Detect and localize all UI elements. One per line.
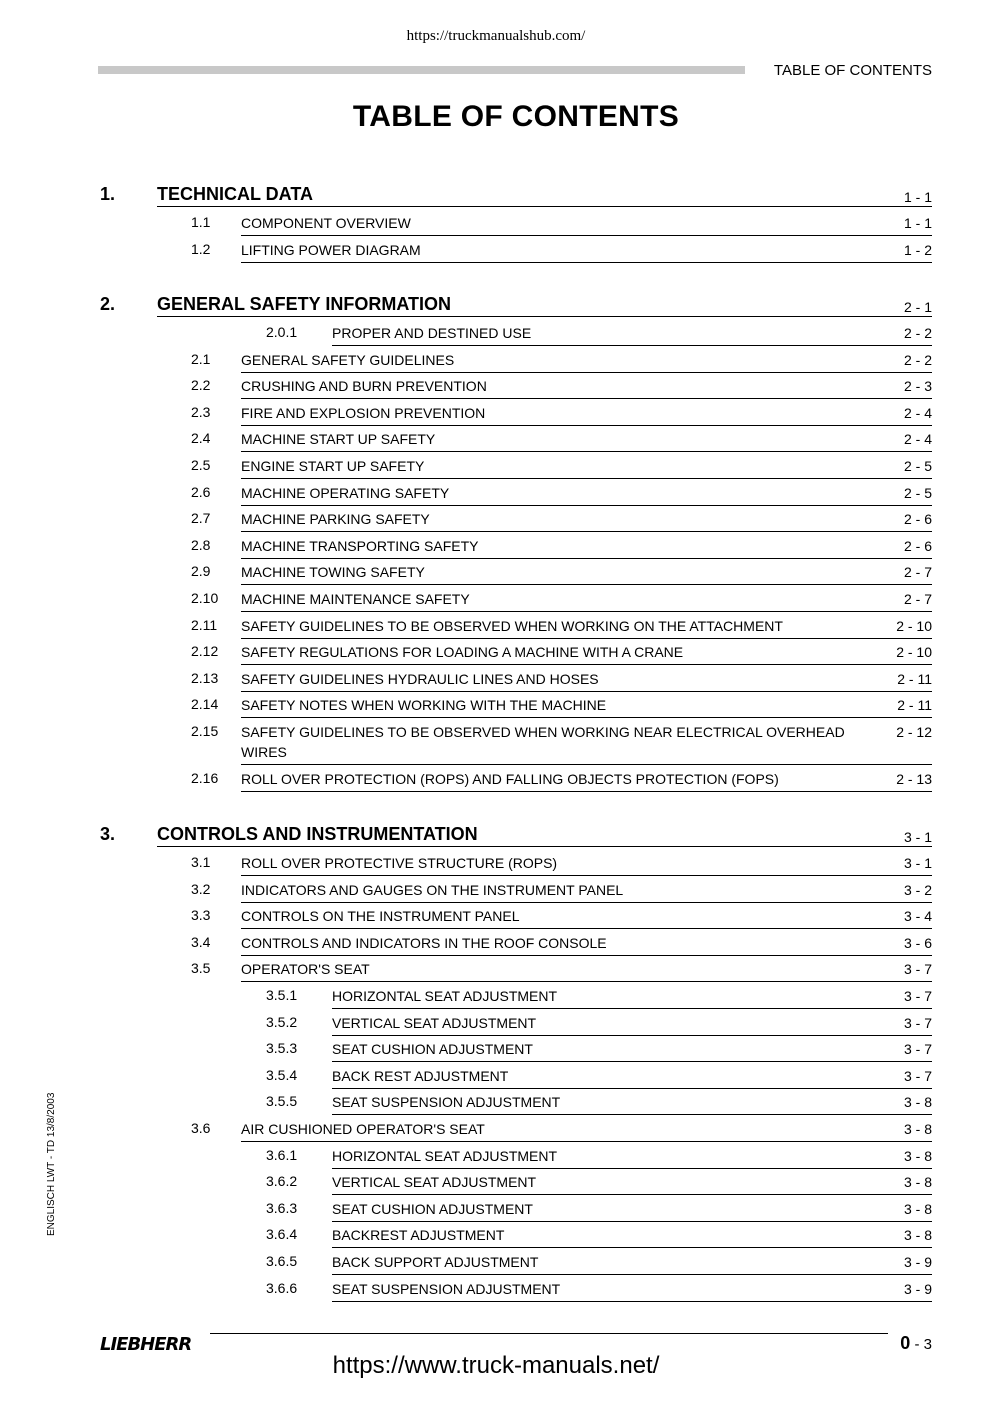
toc-entry-link[interactable] xyxy=(241,403,932,426)
toc-entry-link[interactable] xyxy=(332,1279,932,1302)
entry-title: HORIZONTAL SEAT ADJUSTMENT xyxy=(332,1147,558,1164)
footer-page xyxy=(900,1333,932,1354)
entry-page: 3 - 2 xyxy=(903,881,932,898)
toc-entry-link[interactable] xyxy=(241,509,932,532)
entry-page: 3 - 8 xyxy=(903,1121,932,1137)
entry-number: 2.4 xyxy=(191,430,211,447)
entry-page: 3 - 6 xyxy=(903,934,932,951)
footer-page-sep: - xyxy=(910,1336,924,1353)
entry-number: 2.1 xyxy=(191,350,211,367)
toc-entry-link[interactable] xyxy=(241,536,932,559)
entry-page: 3 - 9 xyxy=(903,1280,932,1297)
entry-title: AIR CUSHIONED OPERATOR'S SEAT xyxy=(241,1121,485,1137)
toc-entry-link[interactable] xyxy=(332,1199,932,1222)
entry-number: 3.6.1 xyxy=(266,1146,298,1163)
entry-page: 2 - 7 xyxy=(903,564,932,581)
entry-title: SAFETY NOTES WHEN WORKING WITH THE MACHINE xyxy=(241,697,607,714)
toc-entry-link[interactable] xyxy=(241,769,932,792)
entry-title: GENERAL SAFETY GUIDELINES xyxy=(241,351,455,368)
toc-entry-link[interactable] xyxy=(241,350,932,373)
entry-number: 3.5.1 xyxy=(266,987,298,1003)
entry-page: 1 - 2 xyxy=(903,241,932,258)
toc-entry-link[interactable] xyxy=(332,1066,932,1089)
entry-title: CONTROLS AND INDICATORS IN THE ROOF CONSOLE xyxy=(241,934,607,951)
entry-title: MACHINE START UP SAFETY xyxy=(241,431,436,448)
entry-number: 1.2 xyxy=(191,240,211,257)
entry-number: 2.7 xyxy=(191,510,211,527)
entry-number: 2.14 xyxy=(191,696,219,713)
section-title: TECHNICAL DATA xyxy=(157,184,313,204)
entry-title: BACK REST ADJUSTMENT xyxy=(332,1067,509,1084)
toc-entry-link[interactable] xyxy=(241,213,932,236)
entry-number: 2.9 xyxy=(191,563,211,580)
footer-page-chapter: 0 xyxy=(900,1333,911,1353)
entry-title: VERTICAL SEAT ADJUSTMENT xyxy=(332,1014,537,1031)
section-title-link[interactable] xyxy=(157,824,932,847)
entry-number: 2.10 xyxy=(191,590,219,606)
entry-title: LIFTING POWER DIAGRAM xyxy=(241,241,421,258)
entry-page: 2 - 5 xyxy=(903,484,932,501)
entry-number: 3.6.6 xyxy=(266,1279,298,1296)
toc-entry-link[interactable] xyxy=(241,906,932,929)
toc-entry-link[interactable] xyxy=(332,323,932,346)
entry-number: 2.2 xyxy=(191,377,211,394)
entry-number: 2.16 xyxy=(191,769,219,786)
entry-title: SEAT SUSPENSION ADJUSTMENT xyxy=(332,1280,561,1297)
entry-title: SEAT CUSHION ADJUSTMENT xyxy=(332,1041,533,1058)
toc-entry-link[interactable] xyxy=(241,616,932,639)
toc-entry-link[interactable] xyxy=(241,695,932,718)
toc-entry-link[interactable] xyxy=(241,722,932,765)
entry-number: 2.0.1 xyxy=(266,324,298,340)
entry-title: MACHINE TRANSPORTING SAFETY xyxy=(241,537,479,554)
entry-title: BACK SUPPORT ADJUSTMENT xyxy=(332,1254,539,1270)
entry-number: 3.6.3 xyxy=(266,1199,298,1216)
sidebar-note: ENGLISCH LWT - TD 13/8/2003 xyxy=(46,1092,57,1236)
toc-entry-link[interactable] xyxy=(332,1092,932,1115)
bottom-url[interactable]: https://www.truck-manuals.net/ xyxy=(332,1352,660,1379)
footer-line xyxy=(210,1333,888,1334)
entry-number: 2.8 xyxy=(191,536,211,553)
toc-entry-link[interactable] xyxy=(332,1013,932,1036)
section-title-link[interactable] xyxy=(157,294,932,317)
entry-title: ROLL OVER PROTECTION (ROPS) AND FALLING OBJECTS PROTECTION (FOPS) xyxy=(241,770,779,787)
entry-title: CONTROLS ON THE INSTRUMENT PANEL xyxy=(241,908,520,925)
entry-title: VERTICAL SEAT ADJUSTMENT xyxy=(332,1174,537,1191)
entry-number: 3.6.5 xyxy=(266,1253,298,1269)
section-page: 3 - 1 xyxy=(903,829,932,845)
entry-page: 2 - 4 xyxy=(903,404,932,421)
entry-title: SAFETY GUIDELINES TO BE OBSERVED WHEN WORKING NEAR ELECTRICAL OVERHEAD WIRES xyxy=(241,724,845,760)
toc-entry-link[interactable] xyxy=(241,669,932,692)
toc-entry-link[interactable] xyxy=(241,483,932,506)
toc-entry-link[interactable] xyxy=(332,1172,932,1195)
entry-title: MACHINE OPERATING SAFETY xyxy=(241,484,450,501)
entry-number: 1.1 xyxy=(191,214,211,230)
entry-page: 3 - 8 xyxy=(903,1200,932,1217)
section-title: GENERAL SAFETY INFORMATION xyxy=(157,294,452,314)
toc-entry-link[interactable] xyxy=(241,880,932,903)
entry-number: 2.6 xyxy=(191,483,211,500)
toc-entry-link[interactable] xyxy=(332,1225,932,1248)
entry-title: SAFETY GUIDELINES TO BE OBSERVED WHEN WORKING ON THE ATTACHMENT xyxy=(241,617,783,634)
entry-page: 3 - 7 xyxy=(903,988,932,1004)
entry-page: 2 - 11 xyxy=(897,697,932,714)
section-number: 3. xyxy=(100,824,116,844)
entry-title: ROLL OVER PROTECTIVE STRUCTURE (ROPS) xyxy=(241,855,558,871)
entry-number: 3.5.2 xyxy=(266,1013,298,1030)
entry-title: SEAT SUSPENSION ADJUSTMENT xyxy=(332,1094,561,1111)
toc-entry-link[interactable] xyxy=(241,959,932,982)
entry-title: SEAT CUSHION ADJUSTMENT xyxy=(332,1200,533,1217)
toc-entry-link[interactable] xyxy=(332,1039,932,1062)
entry-page: 2 - 10 xyxy=(896,644,932,661)
toc-entry-link[interactable] xyxy=(241,1119,932,1142)
toc-entry-link[interactable] xyxy=(332,1146,932,1169)
entry-page: 3 - 7 xyxy=(903,961,932,978)
entry-page: 2 - 13 xyxy=(896,770,932,787)
entry-number: 3.5 xyxy=(191,960,211,977)
entry-number: 2.5 xyxy=(191,457,211,473)
entry-title: INDICATORS AND GAUGES ON THE INSTRUMENT PANEL xyxy=(241,881,624,898)
entry-page: 2 - 2 xyxy=(903,351,932,368)
entry-title: MACHINE TOWING SAFETY xyxy=(241,564,425,581)
entry-title: CRUSHING AND BURN PREVENTION xyxy=(241,378,487,395)
entry-number: 3.4 xyxy=(191,933,211,950)
entry-page: 1 - 1 xyxy=(903,215,932,231)
entry-page: 3 - 4 xyxy=(903,908,932,925)
footer-page-number: 3 xyxy=(923,1336,932,1353)
entry-page: 3 - 8 xyxy=(903,1147,932,1164)
entry-page: 3 - 8 xyxy=(903,1094,932,1111)
entry-number: 3.6.4 xyxy=(266,1226,298,1243)
toc-entry-link[interactable] xyxy=(241,429,932,452)
entry-page: 2 - 2 xyxy=(903,325,932,341)
entry-page: 3 - 7 xyxy=(903,1041,932,1058)
entry-number: 3.6.2 xyxy=(266,1173,298,1190)
entry-number: 3.1 xyxy=(191,854,211,870)
entry-page: 2 - 7 xyxy=(903,591,932,607)
toc-entry-link[interactable] xyxy=(332,1252,932,1275)
entry-title: BACKREST ADJUSTMENT xyxy=(332,1227,505,1244)
entry-number: 3.5.5 xyxy=(266,1093,298,1110)
header-bar xyxy=(98,66,745,74)
toc-entry-link[interactable] xyxy=(241,933,932,956)
entry-number: 3.5.4 xyxy=(266,1066,298,1083)
toc-entry-link[interactable] xyxy=(241,376,932,399)
entry-title: SAFETY REGULATIONS FOR LOADING A MACHINE WITH A CRANE xyxy=(241,644,684,661)
entry-title: FIRE AND EXPLOSION PREVENTION xyxy=(241,404,486,421)
entry-number: 3.3 xyxy=(191,907,211,924)
toc-entry-link[interactable] xyxy=(241,853,932,876)
page-title: TABLE OF CONTENTS xyxy=(352,100,680,133)
entry-page: 3 - 8 xyxy=(903,1227,932,1244)
section-page: 2 - 1 xyxy=(903,299,932,315)
entry-page: 3 - 1 xyxy=(903,855,932,871)
section-title: CONTROLS AND INSTRUMENTATION xyxy=(157,824,478,844)
entry-title: ENGINE START UP SAFETY xyxy=(241,458,425,474)
entry-page: 2 - 6 xyxy=(903,511,932,528)
entry-page: 3 - 8 xyxy=(903,1174,932,1191)
entry-number: 2.13 xyxy=(191,669,219,686)
entry-title: OPERATOR'S SEAT xyxy=(241,961,370,978)
entry-page: 3 - 9 xyxy=(903,1254,932,1270)
entry-title: SAFETY GUIDELINES HYDRAULIC LINES AND HOSES xyxy=(241,670,599,687)
entry-page: 2 - 3 xyxy=(903,378,932,395)
entry-number: 3.2 xyxy=(191,880,211,897)
entry-number: 2.15 xyxy=(191,723,219,739)
toc-entry-link[interactable] xyxy=(332,986,932,1009)
toc-entry-link[interactable] xyxy=(241,240,932,263)
top-url[interactable]: https://truckmanualshub.com/ xyxy=(406,28,586,44)
entry-page: 2 - 5 xyxy=(903,458,932,474)
toc-entry-link[interactable] xyxy=(241,562,932,585)
footer-logo: LIEBHERR xyxy=(100,1334,192,1355)
section-title-link[interactable] xyxy=(157,184,932,207)
section-number: 2. xyxy=(100,294,116,314)
section-page: 1 - 1 xyxy=(903,189,932,205)
entry-page: 2 - 10 xyxy=(896,617,932,634)
entry-page: 3 - 7 xyxy=(903,1014,932,1031)
entry-title: HORIZONTAL SEAT ADJUSTMENT xyxy=(332,988,558,1004)
entry-number: 2.11 xyxy=(191,616,218,633)
toc-entry-link[interactable] xyxy=(241,456,932,479)
entry-number: 2.3 xyxy=(191,403,211,420)
entry-page: 2 - 4 xyxy=(903,431,932,448)
toc-entry-link[interactable] xyxy=(241,589,932,612)
entry-page: 2 - 12 xyxy=(896,724,932,740)
entry-title: COMPONENT OVERVIEW xyxy=(241,215,411,231)
entry-number: 2.12 xyxy=(191,643,219,660)
toc-entry-link[interactable] xyxy=(241,642,932,665)
entry-number: 3.5.3 xyxy=(266,1040,298,1057)
entry-page: 3 - 7 xyxy=(903,1067,932,1084)
entry-page: 2 - 6 xyxy=(903,537,932,554)
entry-title: MACHINE PARKING SAFETY xyxy=(241,511,430,528)
entry-number: 3.6 xyxy=(191,1120,211,1136)
header-label: TABLE OF CONTENTS xyxy=(773,62,932,79)
entry-title: MACHINE MAINTENANCE SAFETY xyxy=(241,591,470,607)
entry-page: 2 - 11 xyxy=(897,670,932,687)
section-number: 1. xyxy=(100,184,116,204)
entry-title: PROPER AND DESTINED USE xyxy=(332,325,532,341)
